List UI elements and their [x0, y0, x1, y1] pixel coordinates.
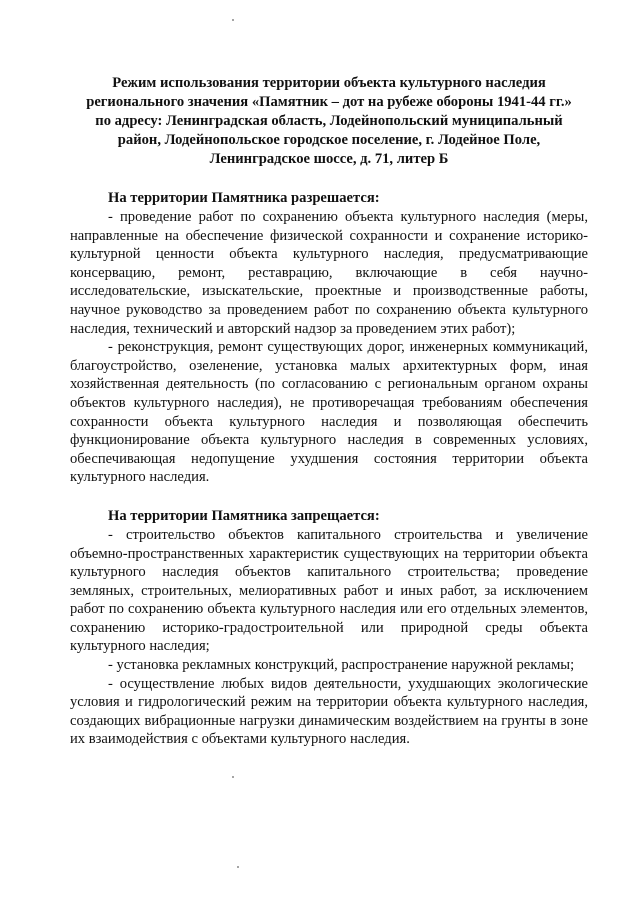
title-line: Ленинградское шоссе, д. 71, литер Б: [209, 151, 449, 167]
prohibited-section: [70, 507, 588, 749]
title-line: Режим использования территории объекта культурного наследия: [112, 75, 546, 91]
document-page: [70, 74, 588, 749]
title-line: район, Лодейнопольское городское поселение, г. Лодейное Поле,: [117, 132, 541, 148]
prohibited-item: - установка рекламных конструкций, распространение наружной рекламы;: [108, 657, 575, 674]
allowed-item: - проведение работ по сохранению объекта культурного наследия (меры, направленные на обеспечение физической сохранности и сохранение историко-культурной ценности объекта культурного наследия, предусматривающие консервацию, ремонт, реставрацию, включающие в себя научно-исследовательские, изыскательские, проектные и производственные работы, научное руководство за проведением работ по сохранению объекта культурного наследия, технический и авторский надзор за проведением этих работ);: [70, 209, 588, 337]
prohibited-heading: На территории Памятника запрещается:: [108, 507, 380, 524]
allowed-section: [70, 189, 588, 487]
allowed-heading: На территории Памятника разрешается:: [108, 190, 380, 206]
scan-speck: [232, 776, 234, 778]
prohibited-item: - строительство объектов капитального строительства и увеличение объемно-пространственных характеристик существующих на территории объекта культурного наследия объектов капитального строительства; проведение земляных, строительных, мелиоративных работ и иных работ, за исключением работ по сохранению объекта культурного наследия или его отдельных элементов, сохранению историко-градостроительной или природной среды объекта культурного наследия;: [70, 526, 588, 655]
title-line: по адресу: Ленинградская область, Лодейнопольский муниципальный: [95, 113, 563, 129]
scan-speck: [237, 866, 239, 868]
title-line: регионального значения «Памятник – дот на рубеже обороны 1941-44 гг.»: [86, 94, 572, 110]
document-title: [70, 74, 588, 169]
scan-speck: [232, 19, 234, 21]
prohibited-item: - осуществление любых видов деятельности, ухудшающих экологические условия и гидрологический режим на территории объекта культурного наследия, создающих вибрационные нагрузки динамическим воздействием на грунты в зоне их взаимодействия с объектами культурного наследия.: [70, 675, 588, 748]
allowed-item: - реконструкция, ремонт существующих дорог, инженерных коммуникаций, благоустройство, озеленение, установка малых архитектурных форм, иная хозяйственная деятельность (по согласованию с региональным органом охраны объектов культурного наследия), не противоречащая требованиям обеспечения сохранности объекта культурного наследия и позволяющая обеспечить функционирование объекта культурного наследия в современных условиях, обеспечивающая недопущение ухудшения состояния территории объекта культурного наследия.: [70, 339, 588, 486]
